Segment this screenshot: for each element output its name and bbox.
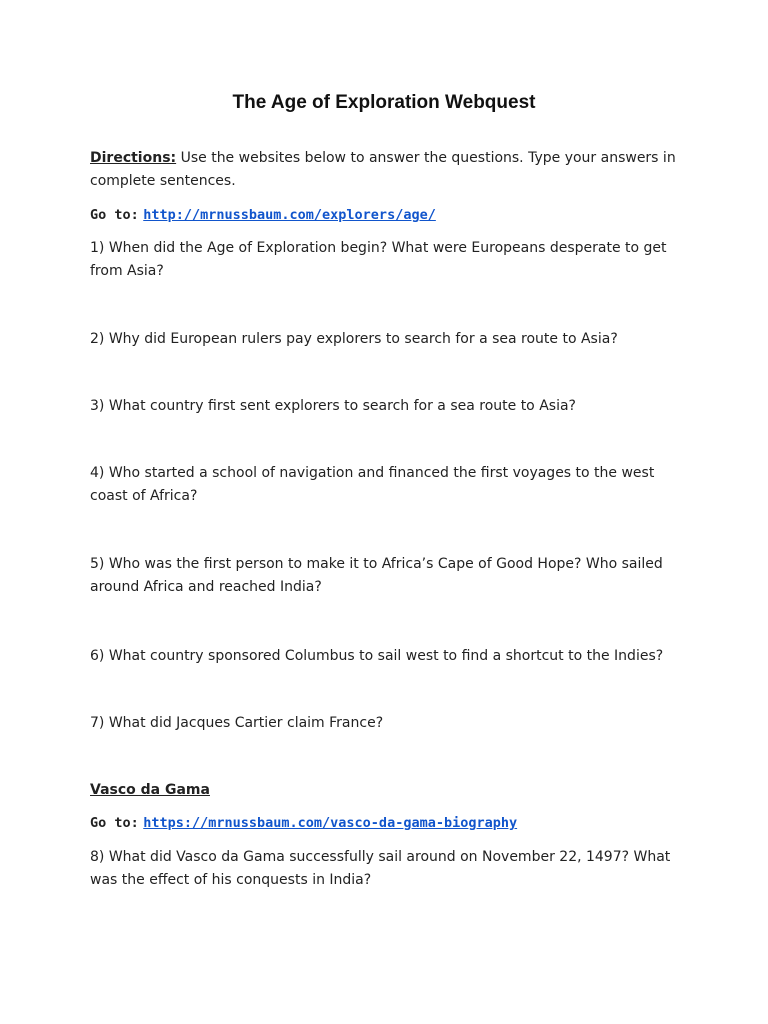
question-5: 5) Who was the first person to make it to Africa’s Cape of Good Hope? Who sailed around Africa and reached India?: [90, 556, 663, 595]
goto-line-2: [90, 812, 690, 835]
page-title: The Age of Exploration Webquest: [232, 92, 536, 113]
question-1: 1) When did the Age of Exploration begin? What were Europeans desperate to get from Asia?: [90, 240, 667, 279]
goto-label: Go to:: [90, 815, 139, 831]
section-heading-vasco-da-gama: Vasco da Gama: [90, 782, 210, 798]
directions-label: Directions:: [90, 150, 177, 166]
question-7: 7) What did Jacques Cartier claim France?: [90, 715, 384, 731]
directions-paragraph: [90, 147, 690, 193]
question-2: 2) Why did European rulers pay explorers to search for a sea route to Asia?: [90, 331, 618, 347]
directions-text: Use the websites below to answer the questions. Type your answers in complete sentences.: [90, 150, 676, 189]
question-6: 6) What country sponsored Columbus to sail west to find a shortcut to the Indies?: [90, 648, 664, 664]
goto-label: Go to:: [90, 207, 139, 223]
exploration-age-link[interactable]: http://mrnussbaum.com/explorers/age/: [143, 207, 436, 223]
question-3: 3) What country first sent explorers to search for a sea route to Asia?: [90, 398, 576, 414]
vasco-da-gama-biography-link[interactable]: https://mrnussbaum.com/vasco-da-gama-biography: [143, 815, 518, 831]
question-4: 4) Who started a school of navigation and financed the first voyages to the west coast of Africa?: [90, 465, 655, 504]
question-8: 8) What did Vasco da Gama successfully sail around on November 22, 1497? What was the effect of his conquests in India?: [90, 849, 671, 888]
goto-line-1: [90, 204, 690, 227]
